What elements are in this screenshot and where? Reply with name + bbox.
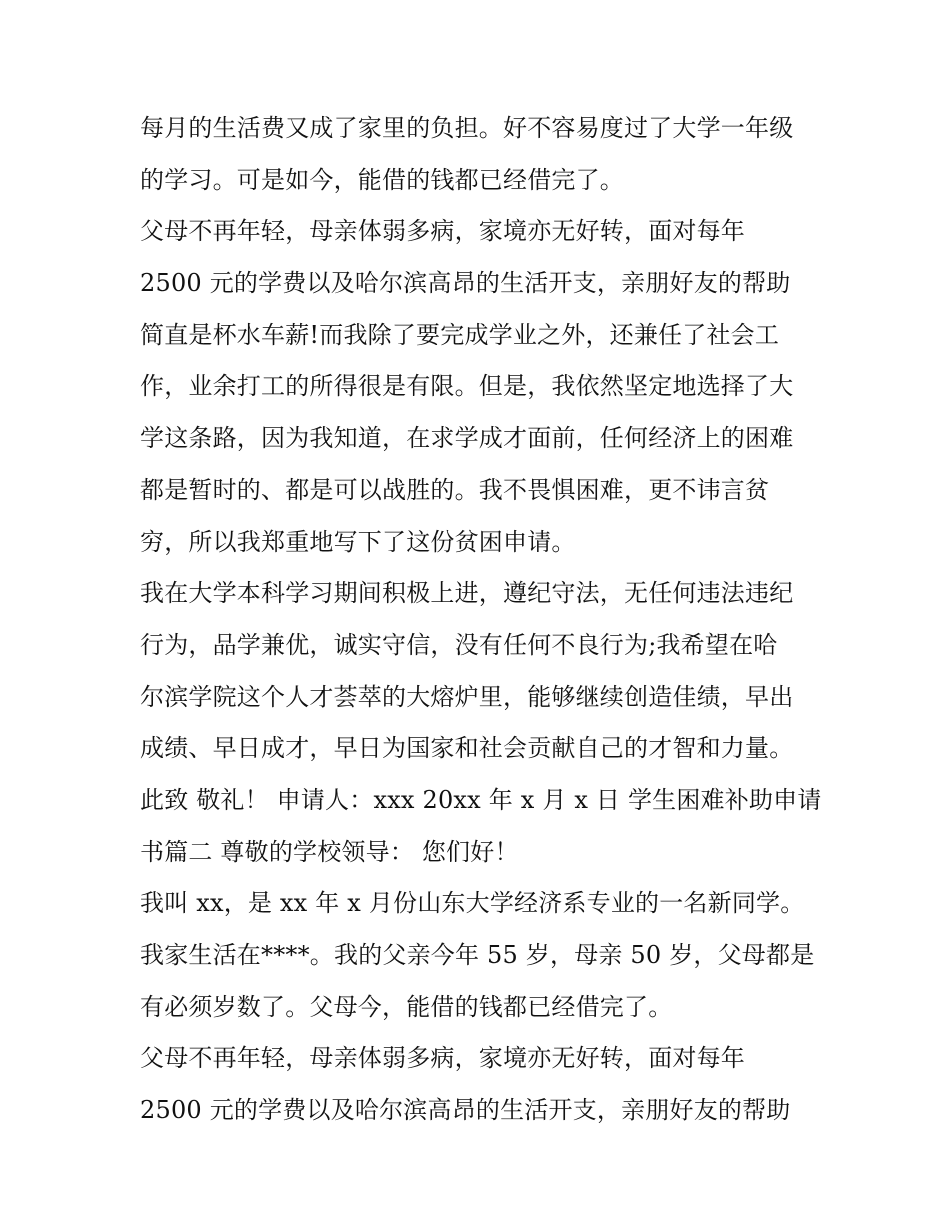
text-line: 父母不再年轻，母亲体弱多病，家境亦无好转，面对每年	[140, 217, 745, 246]
text-line: 的学习。可是如今，能借的钱都已经借完了。	[140, 165, 624, 194]
text-line: 我家生活在****。我的父亲今年 55 岁，母亲 50 岁，父母都是	[140, 941, 815, 969]
text-line: 此致 敬礼！ 申请人：xxx 20xx 年 x 月 x 日 学生困难补助申请	[140, 785, 822, 814]
text-line: 成绩、早日成才，早日为国家和社会贡献自己的才智和力量。	[140, 734, 794, 763]
body-text	[140, 103, 830, 1137]
text-line: 都是暂时的、都是可以战胜的。我不畏惧困难，更不讳言贫	[140, 475, 770, 504]
text-line: 2500 元的学费以及哈尔滨高昂的生活开支，亲朋好友的帮助	[140, 1096, 791, 1125]
text-line: 我叫 xx，是 xx 年 x 月份山东大学经济系专业的一名新同学。	[140, 889, 805, 918]
text-line: 学这条路，因为我知道，在求学成才面前，任何经济上的困难	[140, 424, 794, 453]
text-line: 行为，品学兼优，诚实守信，没有任何不良行为;我希望在哈	[140, 630, 778, 659]
text-line: 父母不再年轻，母亲体弱多病，家境亦无好转，面对每年	[140, 1044, 745, 1073]
text-line: 2500 元的学费以及哈尔滨高昂的生活开支，亲朋好友的帮助	[140, 269, 791, 298]
text-line: 简直是杯水车薪!而我除了要完成学业之外，还兼任了社会工	[140, 320, 780, 349]
text-line: 穷，所以我郑重地写下了这份贫困申请。	[140, 527, 576, 556]
text-line: 我在大学本科学习期间积极上进，遵纪守法，无任何违法违纪	[140, 579, 794, 608]
text-line: 每月的生活费又成了家里的负担。好不容易度过了大学一年级	[140, 114, 794, 142]
text-line: 书篇二 尊敬的学校领导： 您们好！	[140, 837, 519, 866]
text-line: 作，业余打工的所得很是有限。但是，我依然坚定地选择了大	[140, 372, 794, 401]
text-line: 有必须岁数了。父母今，能借的钱都已经借完了。	[140, 992, 673, 1021]
text-line: 尔滨学院这个人才荟萃的大熔炉里，能够继续创造佳绩，早出	[140, 682, 794, 711]
